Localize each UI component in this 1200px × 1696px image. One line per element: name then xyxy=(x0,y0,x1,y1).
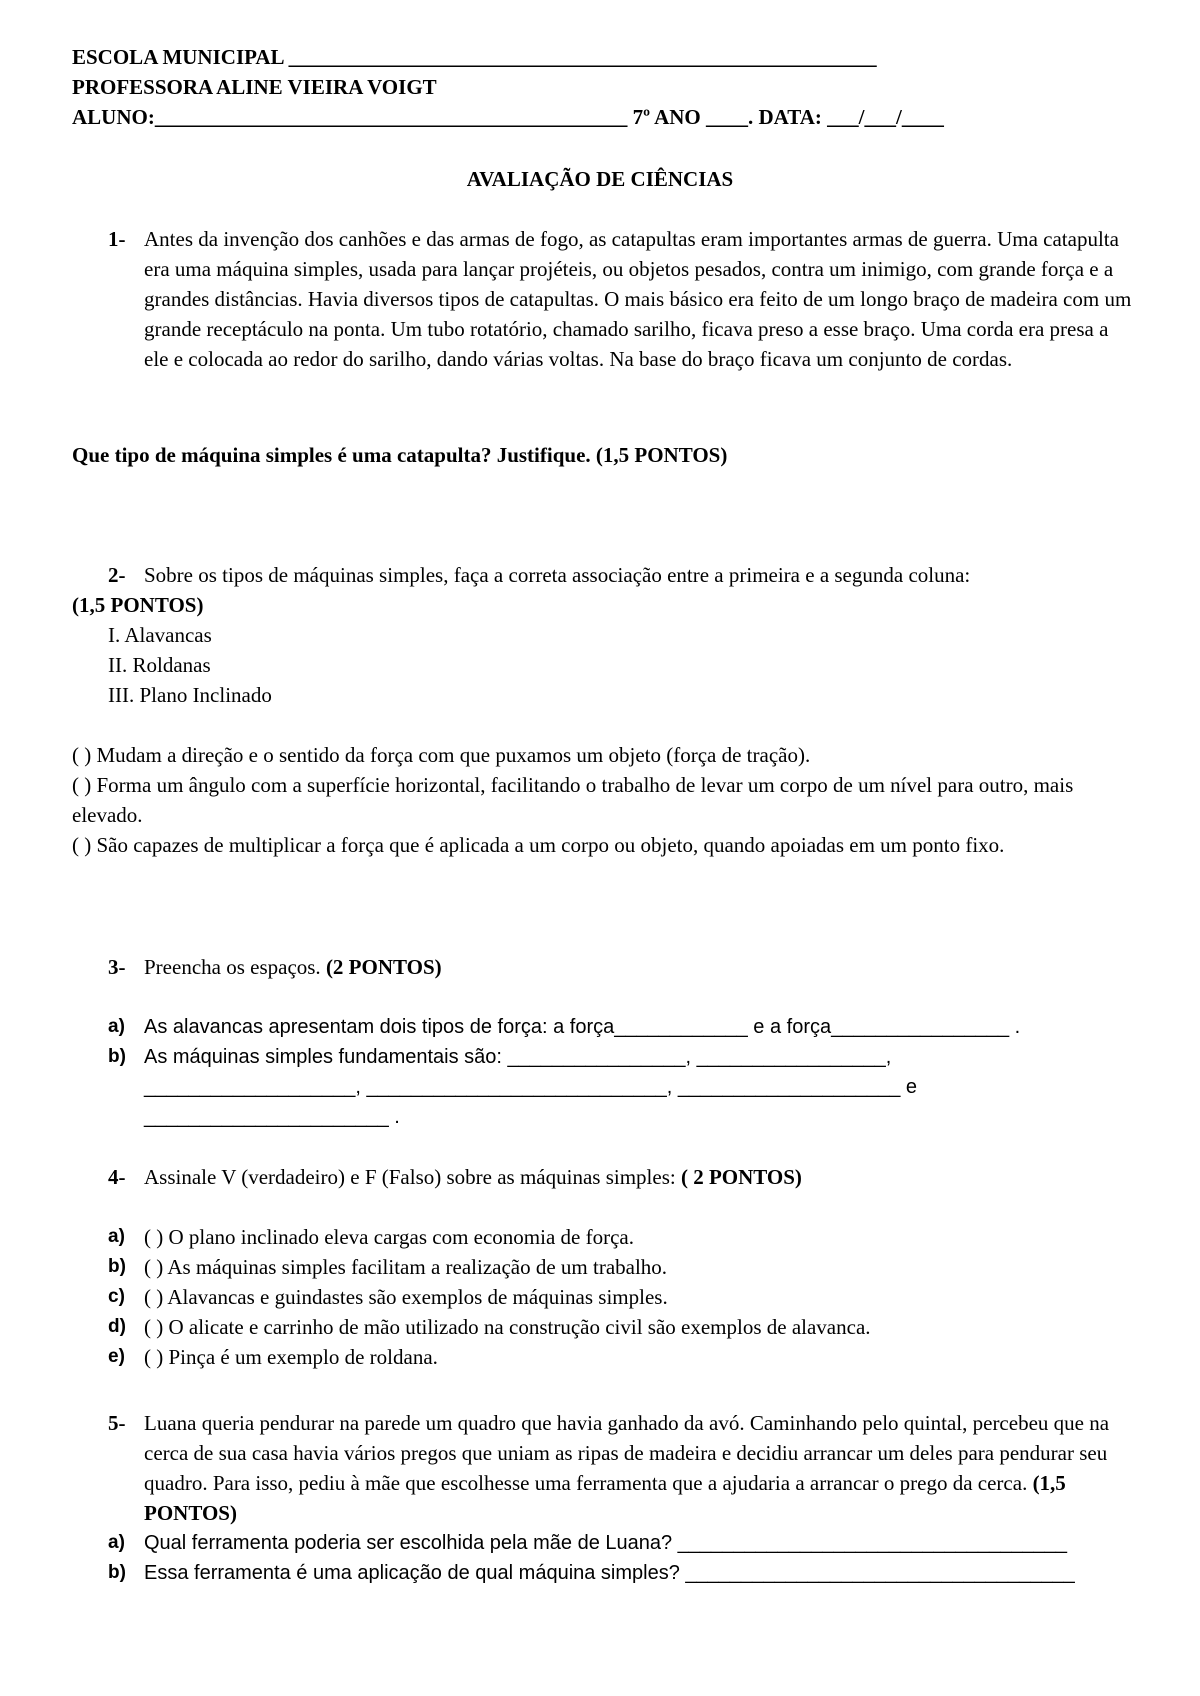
exam-header xyxy=(72,42,1132,132)
item-text: ______________________ . xyxy=(144,1106,400,1128)
column-1-item: III. Plano Inclinado xyxy=(108,683,272,707)
item-text: ( ) O alicate e carrinho de mão utilizado na construção civil são exemplos de alavanca. xyxy=(144,1315,871,1339)
question-2 xyxy=(72,560,1132,710)
item-letter: c) xyxy=(108,1286,125,1307)
question-2-number: 2- xyxy=(108,563,126,587)
question-1-text: Antes da invenção dos canhões e das armas de fogo, as catapultas eram importantes armas de guerra. Uma catapulta era uma máquina simples, usada para lançar projéteis, ou objetos pesados, contra um inimigo, com grande força e a grandes distâncias. Havia diversos tipos de catapultas. O mais básico era feito de um longo braço de madeira com um grande receptáculo na ponta. Um tubo rotatório, chamado sarilho, ficava preso a esse braço. Uma corda era presa a ele e colocada ao redor do sarilho, dando várias voltas. Na base do braço ficava um conjunto de cordas. xyxy=(144,227,1132,371)
item-text: As alavancas apresentam dois tipos de força: a força____________ e a força________________ . xyxy=(144,1016,1021,1038)
school-line: ESCOLA MUNICIPAL ________________________________________________________ xyxy=(72,45,877,69)
student-line: ALUNO:_____________________________________________ 7º ANO ____. DATA: ___/___/____ xyxy=(72,105,944,129)
column-2-item: ( ) Forma um ângulo com a superfície horizontal, facilitando o trabalho de levar um corpo de um nível para outro, mais elevado. xyxy=(72,773,1074,827)
item-text: Qual ferramenta poderia ser escolhida pela mãe de Luana? ___________________________________ xyxy=(144,1532,1067,1554)
item-text: ( ) O plano inclinado eleva cargas com economia de força. xyxy=(144,1225,634,1249)
item-letter: b) xyxy=(108,1046,126,1067)
item-letter: e) xyxy=(108,1346,125,1367)
item-letter: a) xyxy=(108,1226,125,1247)
true-false-item xyxy=(72,1342,1132,1372)
item-text: Essa ferramenta é uma aplicação de qual máquina simples? ___________________________________ xyxy=(144,1562,1075,1584)
question-2-text: Sobre os tipos de máquinas simples, faça a correta associação entre a primeira e a segunda coluna: xyxy=(144,563,971,587)
true-false-item xyxy=(72,1252,1132,1282)
question-2-column-2 xyxy=(72,740,1132,860)
question-3-points: (2 PONTOS) xyxy=(325,955,442,979)
item-text: ( ) As máquinas simples facilitam a realização de um trabalho. xyxy=(144,1255,668,1279)
question-2-column-1 xyxy=(72,620,1132,710)
question-5-item-b xyxy=(72,1558,1132,1588)
true-false-item xyxy=(72,1282,1132,1312)
item-letter: a) xyxy=(108,1016,125,1037)
item-letter: b) xyxy=(108,1562,126,1583)
question-5-text: Luana queria pendurar na parede um quadro que havia ganhado da avó. Caminhando pelo quintal, percebeu que na cerca de sua casa havia vários pregos que uniam as ripas de madeira e decidiu arrancar um deles para pendurar seu quadro. Para isso, pediu à mãe que escolhesse uma ferramenta que a ajudaria a arrancar o prego da cerca. xyxy=(144,1411,1110,1495)
question-5-number: 5- xyxy=(108,1411,126,1435)
column-2-item: ( ) São capazes de multiplicar a força que é aplicada a um corpo ou objeto, quando apoiadas em um ponto fixo. xyxy=(72,833,1005,857)
question-3-items xyxy=(72,1012,1132,1132)
true-false-item xyxy=(72,1312,1132,1342)
item-letter: a) xyxy=(108,1532,125,1553)
question-5-item-a xyxy=(72,1528,1132,1558)
question-1 xyxy=(72,224,1132,374)
question-4-items xyxy=(72,1222,1132,1372)
question-4-points: ( 2 PONTOS) xyxy=(680,1165,802,1189)
question-1-number: 1- xyxy=(108,227,126,251)
question-3-number: 3- xyxy=(108,955,126,979)
question-3 xyxy=(72,952,1132,982)
item-letter: b) xyxy=(108,1256,126,1277)
question-5-points: (1,5 PONTOS) xyxy=(144,1471,1066,1525)
column-1-item: I. Alavancas xyxy=(108,623,212,647)
question-4 xyxy=(72,1162,1132,1192)
column-2-item: ( ) Mudam a direção e o sentido da força com que puxamos um objeto (força de tração). xyxy=(72,743,811,767)
teacher-line: PROFESSORA ALINE VIEIRA VOIGT xyxy=(72,75,437,99)
question-3-text: Preencha os espaços. xyxy=(144,955,321,979)
column-1-item: II. Roldanas xyxy=(108,653,211,677)
item-letter: d) xyxy=(108,1316,126,1337)
question-5 xyxy=(72,1408,1132,1588)
true-false-item xyxy=(72,1222,1132,1252)
question-1-prompt: Que tipo de máquina simples é uma catapulta? Justifique. (1,5 PONTOS) xyxy=(72,443,728,467)
question-4-text: Assinale V (verdadeiro) e F (Falso) sobre as máquinas simples: xyxy=(144,1165,676,1189)
item-text: As máquinas simples fundamentais são: ________________, _________________, xyxy=(144,1046,892,1068)
exam-title: AVALIAÇÃO DE CIÊNCIAS xyxy=(466,167,734,191)
item-text: ( ) Pinça é um exemplo de roldana. xyxy=(144,1345,438,1369)
question-4-number: 4- xyxy=(108,1165,126,1189)
item-text: ___________________, ___________________________, ____________________ e xyxy=(144,1076,918,1098)
question-2-points: (1,5 PONTOS) xyxy=(72,593,204,617)
item-text: ( ) Alavancas e guindastes são exemplos de máquinas simples. xyxy=(144,1285,668,1309)
